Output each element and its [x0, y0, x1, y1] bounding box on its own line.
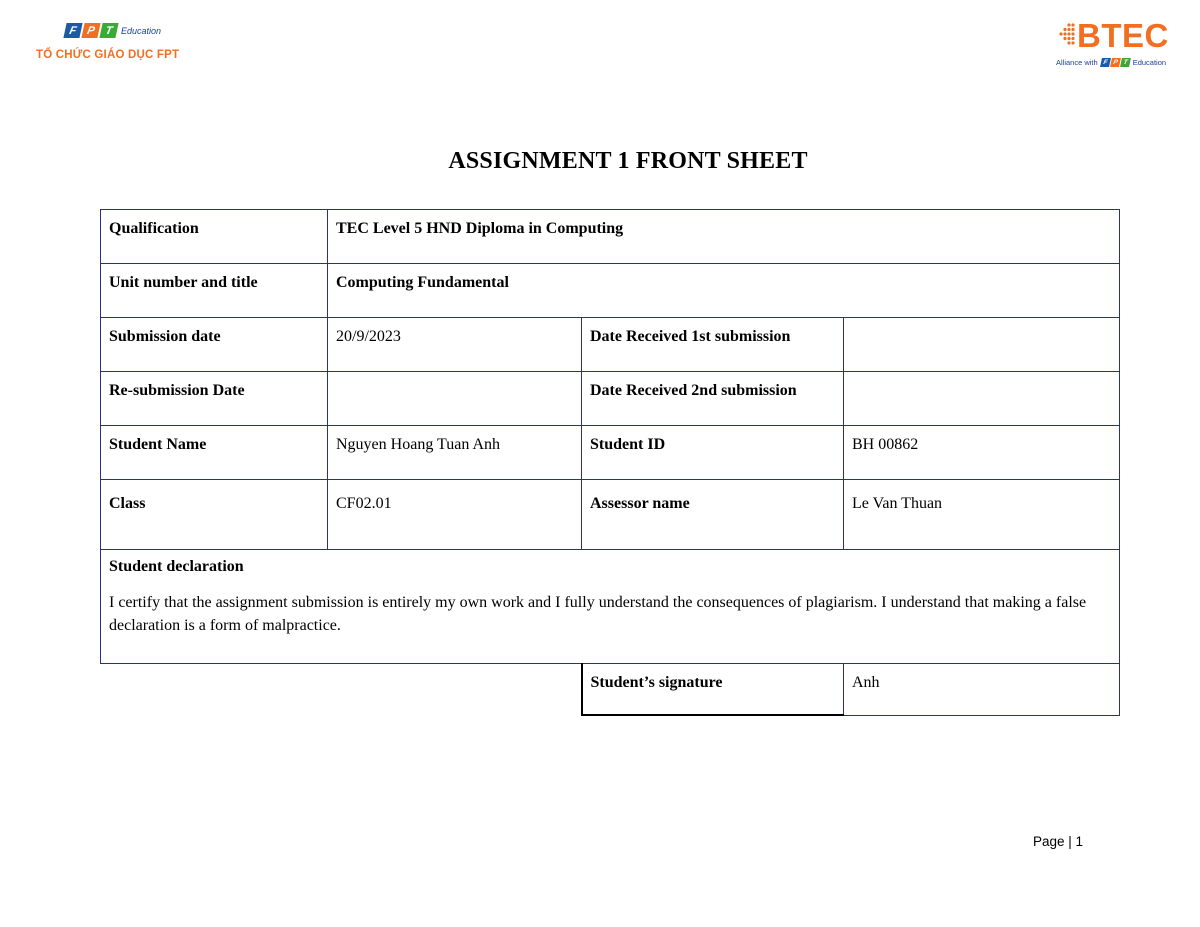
- fpt-tile-t: T: [99, 23, 118, 38]
- qualification-row: [101, 210, 1120, 264]
- signature-spacer: [101, 664, 582, 716]
- declaration-text: I certify that the assignment submission is entirely my own work and I fully understand the consequences of plagiarism. I understand that making a false declaration is a form of malpractice.: [109, 594, 1087, 634]
- org-name: TỔ CHỨC GIÁO DỤC FPT: [36, 49, 180, 61]
- unit-label: Unit number and title: [101, 264, 328, 318]
- declaration-heading: Student declaration: [109, 558, 244, 575]
- signature-row: [101, 664, 1120, 716]
- student-row: [101, 426, 1120, 480]
- mini-tile-t: T: [1120, 58, 1131, 67]
- page-number: Page | 1: [1033, 834, 1084, 849]
- assessor-label: Assessor name: [582, 480, 844, 550]
- fpt-mark-icon: [65, 23, 117, 38]
- btec-logo: [1055, 16, 1185, 76]
- fpt-education-text: Education: [121, 26, 162, 36]
- class-value: CF02.01: [328, 480, 582, 550]
- alliance-post-text: Education: [1132, 58, 1167, 67]
- btec-alliance: [1056, 58, 1166, 67]
- fpt-tile-f: F: [63, 23, 82, 38]
- front-sheet-table: [100, 209, 1120, 716]
- page-title: ASSIGNMENT 1 FRONT SHEET: [448, 148, 808, 174]
- submission-date-row: [101, 318, 1120, 372]
- submission-date-label: Submission date: [101, 318, 328, 372]
- btec-wordmark: BTEC: [1077, 17, 1169, 54]
- mini-tile-f: F: [1100, 58, 1111, 67]
- signature-label: Student’s signature: [582, 664, 844, 716]
- student-name-label: Student Name: [101, 426, 328, 480]
- fpt-mini-mark-icon: [1101, 58, 1130, 67]
- resubmission-row: [101, 372, 1120, 426]
- resubmission-label: Re-submission Date: [101, 372, 328, 426]
- date-received-1-label: Date Received 1st submission: [582, 318, 844, 372]
- mini-tile-p: P: [1110, 58, 1121, 67]
- assessor-value: Le Van Thuan: [844, 480, 1120, 550]
- fpt-education-logo: [36, 20, 226, 70]
- date-received-2-value: [844, 372, 1120, 426]
- submission-date-value: 20/9/2023: [328, 318, 582, 372]
- unit-row: [101, 264, 1120, 318]
- student-id-label: Student ID: [582, 426, 844, 480]
- signature-value: Anh: [844, 664, 1120, 716]
- student-name-value: Nguyen Hoang Tuan Anh: [328, 426, 582, 480]
- qualification-value: TEC Level 5 HND Diploma in Computing: [328, 210, 1120, 264]
- declaration-cell: [101, 550, 1120, 664]
- date-received-2-label: Date Received 2nd submission: [582, 372, 844, 426]
- alliance-pre-text: Alliance with: [1056, 58, 1098, 67]
- qualification-label: Qualification: [101, 210, 328, 264]
- btec-dots-icon: [1055, 22, 1075, 48]
- student-id-value: BH 00862: [844, 426, 1120, 480]
- date-received-1-value: [844, 318, 1120, 372]
- declaration-row: [101, 550, 1120, 664]
- class-label: Class: [101, 480, 328, 550]
- unit-value: Computing Fundamental: [328, 264, 1120, 318]
- resubmission-value: [328, 372, 582, 426]
- class-row: [101, 480, 1120, 550]
- fpt-tile-p: P: [81, 23, 100, 38]
